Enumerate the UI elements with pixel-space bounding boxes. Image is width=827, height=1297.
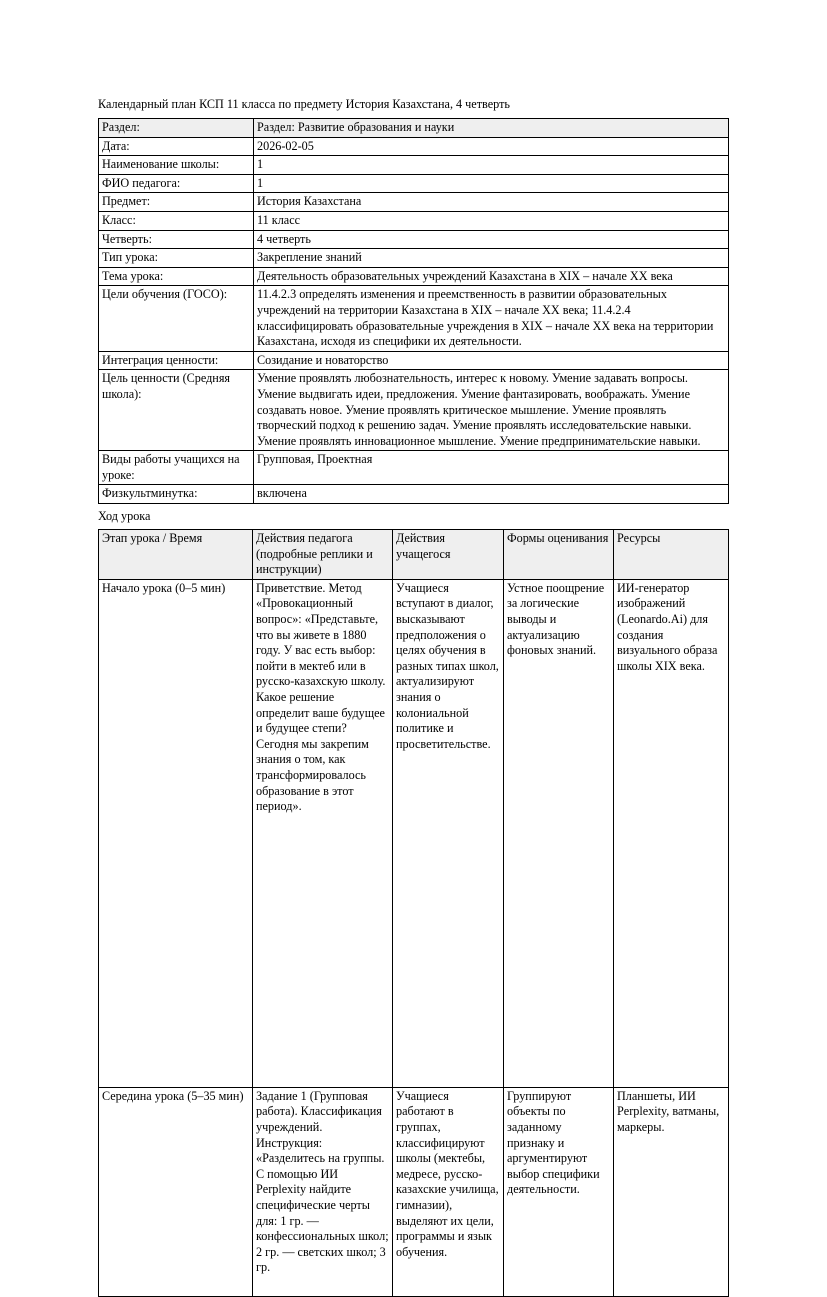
lesson-stage-cell bbox=[99, 579, 253, 1087]
info-label: Дата: bbox=[99, 137, 254, 156]
lesson-student-cell bbox=[393, 579, 504, 1087]
table-row bbox=[99, 249, 729, 268]
column-header-assessment: Формы оценивания bbox=[504, 530, 614, 580]
table-header-row bbox=[99, 530, 729, 580]
lesson-resources-cell bbox=[614, 1087, 729, 1296]
table-row bbox=[99, 137, 729, 156]
lesson-teacher-text: Задание 1 (Групповая работа). Классификация учреждений. Инструкция: «Разделитесь на группы. С помощью ИИ Perplexity найдите специфические черты для: 1 гр. — конфессиональных школ; 2 гр. — светских школ; 3 гр. bbox=[256, 1088, 389, 1275]
lesson-student-text: Учащиеся вступают в диалог, высказывают предположения о целях обучения в разных типах школ, актуализируют знания о колониальной политике и просветительстве. bbox=[396, 580, 499, 751]
table-row bbox=[99, 286, 729, 351]
column-header-student-actions: Действия учащегося bbox=[393, 530, 504, 580]
column-header-teacher-actions: Действия педагога (подробные реплики и инструкции) bbox=[253, 530, 393, 580]
table-row bbox=[99, 1087, 729, 1296]
info-value: История Казахстана bbox=[254, 193, 729, 212]
table-row bbox=[99, 211, 729, 230]
info-label: Четверть: bbox=[99, 230, 254, 249]
lesson-resources-cell bbox=[614, 579, 729, 1087]
info-label: Предмет: bbox=[99, 193, 254, 212]
table-row bbox=[99, 174, 729, 193]
info-value: Деятельность образовательных учреждений Казахстана в XIX – начале XX века bbox=[254, 267, 729, 286]
lesson-assessment-text: Группируют объекты по заданному признаку и аргументируют выбор специфики деятельности. bbox=[507, 1088, 600, 1197]
lesson-teacher-text: Приветствие. Метод «Провокационный вопрос»: «Представьте, что вы живете в 1880 году. У вас есть выбор: пойти в мектеб или в русско-казахскую школу. Какое решение определит ваше будущее и будущее степи? Сегодня мы закрепим знания о том, как трансформировалось образование в этот период». bbox=[256, 580, 386, 814]
table-row bbox=[99, 351, 729, 370]
lesson-teacher-cell bbox=[253, 1087, 393, 1296]
info-label: Цели обучения (ГОСО): bbox=[99, 286, 254, 351]
info-label: Тема урока: bbox=[99, 267, 254, 286]
lesson-flow-caption: Ход урока bbox=[98, 509, 151, 524]
lesson-table-head bbox=[99, 530, 729, 580]
lesson-assessment-cell bbox=[504, 1087, 614, 1296]
lesson-table-body bbox=[99, 579, 729, 1296]
info-value: 11 класс bbox=[254, 211, 729, 230]
info-value: 1 bbox=[254, 156, 729, 175]
info-table-body bbox=[99, 119, 729, 504]
table-row bbox=[99, 119, 729, 138]
info-value: Закрепление знаний bbox=[254, 249, 729, 268]
info-value: 2026-02-05 bbox=[254, 137, 729, 156]
lesson-teacher-cell bbox=[253, 579, 393, 1087]
info-label: Интеграция ценности: bbox=[99, 351, 254, 370]
info-label: Наименование школы: bbox=[99, 156, 254, 175]
lesson-resources-text: ИИ-генератор изображений (Leonardo.Ai) для создания визуального образа школы XIX века. bbox=[617, 580, 718, 673]
info-label: ФИО педагога: bbox=[99, 174, 254, 193]
page-title: Календарный план КСП 11 класса по предмету История Казахстана, 4 четверть bbox=[98, 97, 510, 111]
lesson-flow-table bbox=[98, 529, 729, 1297]
info-value: включена bbox=[254, 485, 729, 504]
table-row bbox=[99, 451, 729, 485]
lesson-stage-text: Середина урока (5–35 мин) bbox=[102, 1088, 244, 1103]
lesson-stage-text: Начало урока (0–5 мин) bbox=[102, 580, 226, 595]
info-value: Умение проявлять любознательность, интерес к новому. Умение задавать вопросы. Умение выдвигать идеи, предложения. Умение фантазировать, воображать. Умение создавать новое. Умение проявлять критическое мышление. Умение проявлять творческий подход к решению задач. Умение проявлять исследовательские навыки. Умение проявлять инновационное мышление. Умение предпринимательские навыки. bbox=[254, 370, 729, 451]
info-value: 11.4.2.3 определять изменения и преемственность в развитии образовательных учреждений на территории Казахстана в XIX – начале XX века; 11.4.2.4 классифицировать образовательные учреждения в XIX – начале XX века на территории Казахстана, исходя из специфики их деятельности. bbox=[254, 286, 729, 351]
info-value: Созидание и новаторство bbox=[254, 351, 729, 370]
table-row bbox=[99, 156, 729, 175]
document-page bbox=[98, 96, 728, 1297]
column-header-stage: Этап урока / Время bbox=[99, 530, 253, 580]
table-row bbox=[99, 193, 729, 212]
info-label: Цель ценности (Средняя школа): bbox=[99, 370, 254, 451]
info-value: 4 четверть bbox=[254, 230, 729, 249]
lesson-assessment-cell bbox=[504, 579, 614, 1087]
lesson-student-text: Учащиеся работают в группах, классифицируют школы (мектебы, медресе, русско-казахские училища, гимназии), выделяют их цели, программы и язык обучения. bbox=[396, 1088, 499, 1259]
table-row bbox=[99, 485, 729, 504]
info-label: Физкультминутка: bbox=[99, 485, 254, 504]
info-value: Групповая, Проектная bbox=[254, 451, 729, 485]
table-row bbox=[99, 267, 729, 286]
info-value: Раздел: Развитие образования и науки bbox=[254, 119, 729, 138]
lesson-stage-cell bbox=[99, 1087, 253, 1296]
lesson-assessment-text: Устное поощрение за логические выводы и актуализацию фоновых знаний. bbox=[507, 580, 605, 658]
lesson-info-table bbox=[98, 118, 729, 504]
table-row bbox=[99, 579, 729, 1087]
info-label: Раздел: bbox=[99, 119, 254, 138]
info-label: Виды работы учащихся на уроке: bbox=[99, 451, 254, 485]
column-header-resources: Ресурсы bbox=[614, 530, 729, 580]
info-label: Класс: bbox=[99, 211, 254, 230]
info-value: 1 bbox=[254, 174, 729, 193]
lesson-resources-text: Планшеты, ИИ Perplexity, ватманы, маркеры. bbox=[617, 1088, 720, 1135]
lesson-student-cell bbox=[393, 1087, 504, 1296]
table-row bbox=[99, 230, 729, 249]
info-label: Тип урока: bbox=[99, 249, 254, 268]
table-row bbox=[99, 370, 729, 451]
